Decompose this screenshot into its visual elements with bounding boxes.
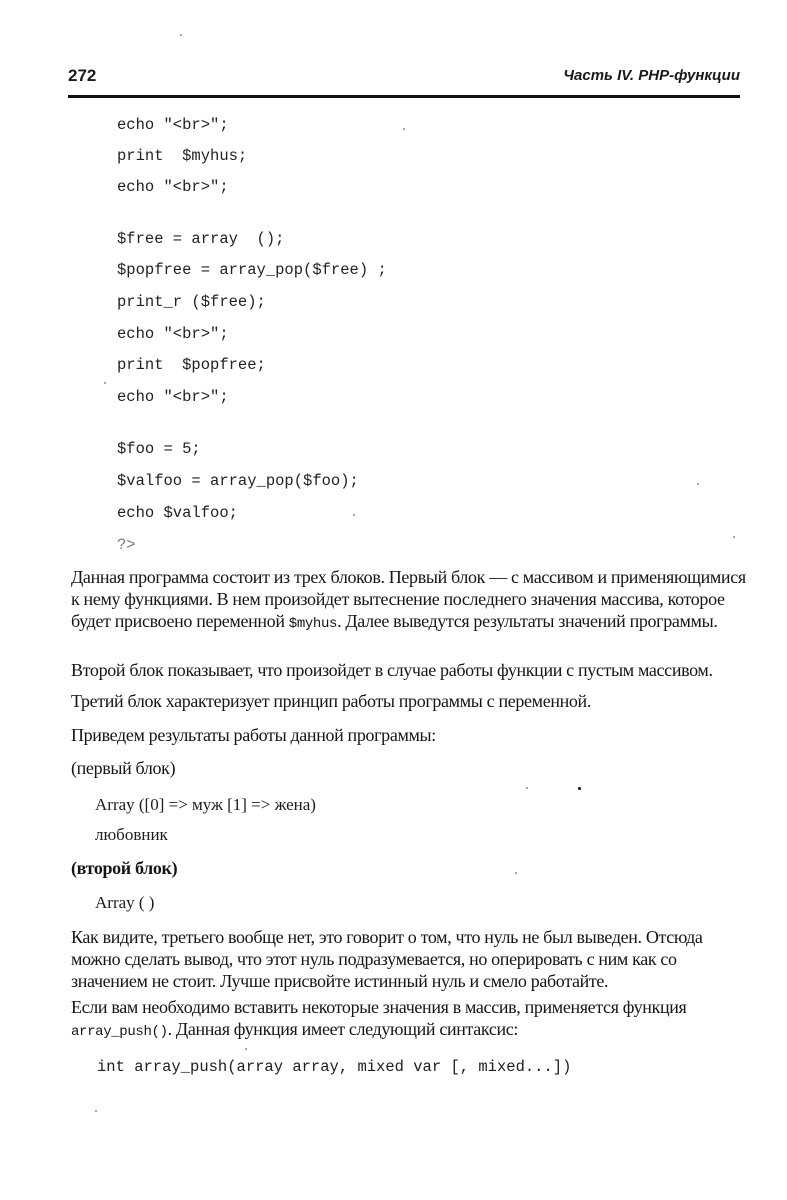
- paragraph-third-block: Третий блок характеризует принцип работы программы с переменной.: [71, 691, 591, 711]
- code-line: $valfoo = array_pop($foo);: [117, 472, 359, 490]
- scan-speck: [353, 514, 355, 516]
- paragraph-array-push: [71, 996, 746, 1043]
- scan-speck: [95, 1110, 97, 1112]
- paragraph-conclusion: Как видите, третьего вообще нет, это говорит о том, что нуль не был выведен. Отсюда можно сделать вывод, что этот нуль подразумевается, но оперировать с ним как со значением не стоит. Лучше присвойте истинный нуль и смело работайте.: [71, 927, 703, 991]
- scan-speck: [180, 34, 182, 36]
- code-line: echo "<br>";: [117, 178, 229, 196]
- scan-speck: [245, 1048, 247, 1050]
- paragraph-second-block: Второй блок показывает, что произойдет в случае работы функции с пустым массивом.: [71, 660, 713, 680]
- scan-speck: [515, 872, 517, 874]
- header-rule: [68, 95, 740, 98]
- paragraph-text: . Далее выведутся результаты значений программы.: [337, 611, 718, 631]
- code-line: ?>: [117, 536, 136, 554]
- code-line: echo "<br>";: [117, 116, 229, 134]
- scan-speck: [104, 382, 106, 384]
- code-line: $popfree = array_pop($free) ;: [117, 261, 387, 279]
- label-first-block: (первый блок): [71, 758, 176, 778]
- paragraph-description: [71, 566, 746, 635]
- scan-speck: [526, 787, 528, 789]
- syntax-line: int array_push(array array, mixed var [, mixed...]): [97, 1058, 572, 1076]
- output-line: Array ([0] => муж [1] => жена): [95, 795, 316, 814]
- output-line: любовник: [95, 825, 168, 844]
- scan-speck: [578, 787, 581, 790]
- code-line: echo "<br>";: [117, 388, 229, 406]
- code-line: echo $valfoo;: [117, 504, 238, 522]
- scan-speck: [697, 483, 699, 485]
- code-line: print_r ($free);: [117, 293, 266, 311]
- paragraph-text: . Данная функция имеет следующий синтаксис:: [167, 1019, 519, 1039]
- chapter-title: Часть IV. PHP-функции: [563, 67, 740, 84]
- paragraph-results-intro: Приведем результаты работы данной программы:: [71, 725, 436, 745]
- code-line: echo "<br>";: [117, 325, 229, 343]
- variable-name: $myhus: [288, 616, 338, 632]
- function-name: array_push(): [71, 1024, 168, 1040]
- output-line: Array ( ): [95, 893, 155, 912]
- code-line: print $myhus;: [117, 147, 248, 165]
- scan-speck: [733, 536, 735, 538]
- paragraph-text: Данная программа состоит из трех блоков. Первый блок — с массивом и применяющимися к нему функциями. В нем произойдет вытеснение последнего значения массива, которое будет присвоено переменной: [71, 567, 746, 631]
- label-second-block: (второй блок): [71, 858, 178, 878]
- code-line: $foo = 5;: [117, 440, 201, 458]
- paragraph-text: Если вам необходимо вставить некоторые значения в массив, применяется функция: [71, 997, 687, 1017]
- code-line: print $popfree;: [117, 356, 266, 374]
- code-line: $free = array ();: [117, 230, 285, 248]
- scan-speck: [403, 128, 405, 130]
- page-number: 272: [68, 66, 97, 85]
